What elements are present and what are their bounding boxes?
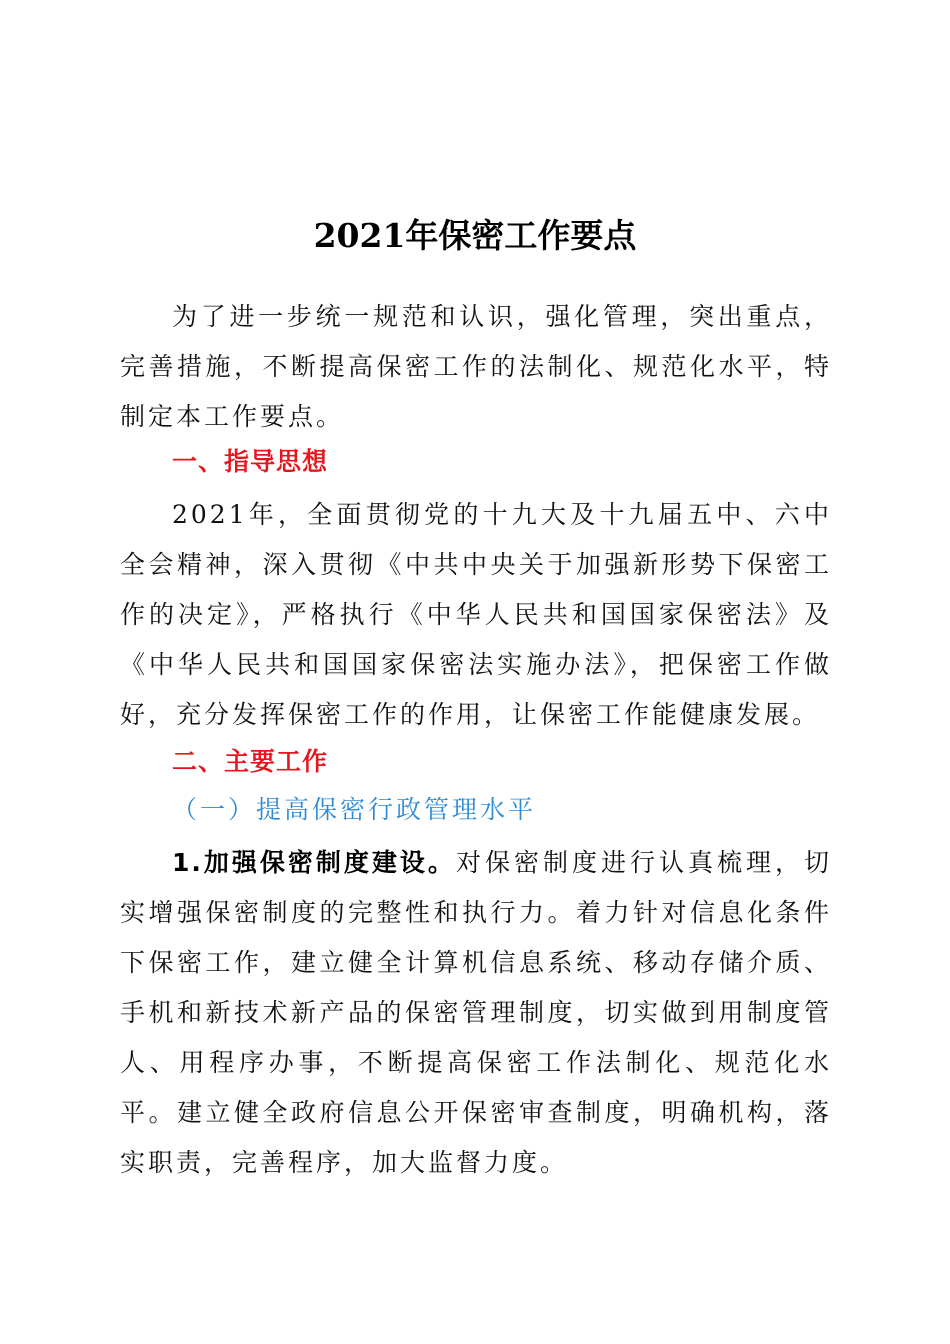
item1-lead: 1.加强保密制度建设。 (172, 848, 456, 877)
section-heading-guiding-ideology: 一、指导思想 (172, 447, 329, 476)
document-title: 2021年保密工作要点 (313, 216, 637, 255)
guiding-ideology-paragraph: 2021年，全面贯彻党的十九大及十九届五中、六中全会精神，深入贯彻《中共中央关于加强新形势下保密工作的决定》，严格执行《中华人民共和国国家保密法》及《中华人民共和国国家保密法实施办法》，把保密工作做好，充分发挥保密工作的作用，让保密工作能健康发展。 (120, 500, 832, 729)
section-heading-main-work: 二、主要工作 (172, 747, 329, 776)
item1-body: 对保密制度进行认真梳理，切实增强保密制度的完整性和执行力。着力针对信息化条件下保密工作，建立健全计算机信息系统、移动存储介质、手机和新技术新产品的保密管理制度，切实做到用制度管人、用程序办事，不断提高保密工作法制化、规范化水平。建立健全政府信息公开保密审查制度，明确机构，落实职责，完善程序，加大监督力度。 (120, 848, 832, 1177)
item1-paragraph (120, 838, 832, 1188)
intro-paragraph: 为了进一步统一规范和认识，强化管理，突出重点，完善措施，不断提高保密工作的法制化、规范化水平，特制定本工作要点。 (120, 302, 832, 431)
subsection-heading: （一）提高保密行政管理水平 (172, 795, 537, 824)
